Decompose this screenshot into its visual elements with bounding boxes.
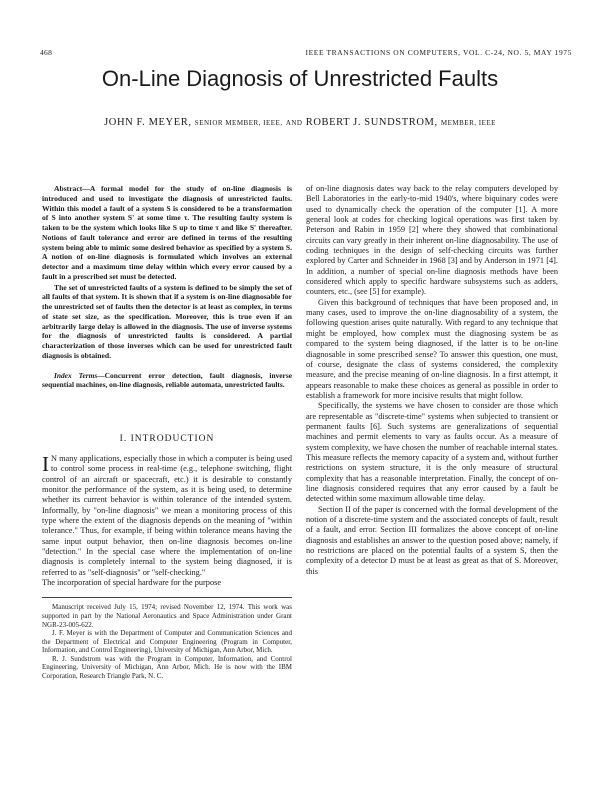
- intro-paragraph-2: The incorporation of special hardware for the purpose: [42, 577, 222, 587]
- abstract: [42, 184, 292, 361]
- author-2-name: ROBERT J. SUNDSTROM,: [305, 117, 438, 128]
- intro-paragraph-1: [42, 451, 293, 578]
- index-terms: [42, 371, 292, 390]
- section-heading: I. INTRODUCTION: [119, 433, 215, 444]
- author-1-name: JOHN F. MEYER,: [104, 117, 192, 128]
- intro-body: [42, 451, 293, 588]
- right-paragraph-2: Given this background of techniques that have been proposed and, in many cases, used to improve the on-line diagnosability of a system, the following question arises quite naturally. With regard to any technique that might be employed, how complex must the diagnosing system be as compared to the system being diagnosed, if the latter is to be on-line diagnosable in some prescribed sense? To answer this question, one must, of course, designate the class of systems considered, the complexity measure, and the precise meaning of on-line diagnosis. In a first attempt, it appears reasonable to make these choices as general as possible in order to establish a framework for more incisive results that might follow.: [306, 297, 558, 400]
- index-terms-text: —Concurrent error detection, fault diagnosis, inverse sequential machines, on-line diagnosis, reliable automata, unrestricted faults.: [42, 370, 292, 389]
- author-1-role: SENIOR MEMBER, IEEE,: [194, 119, 283, 127]
- author-and: AND: [285, 119, 303, 127]
- footnote-author-2: R. J. Sundstrom was with the Program in Computer, Information, and Control Engineering, University of Michigan, Ann Arbor, Mich. He is now with the IBM Corporation, Research Triangle Park, N. C.: [42, 654, 292, 681]
- right-paragraph-3: Specifically, the systems we have chosen to consider are those which are representable as "discrete-time" systems when subjected to transient or permanent faults [6]. Such systems are generalizations of sequential machines and permit elements to vary as faults occur. As a measure of system complexity, we have chosen the number of reachable internal states. This measure reflects the memory capacity of a system and, without further restrictions on system structure, it is the only measure of structural complexity that has a reasonable interpretation. Finally, the concept of on-line diagnosis considered requires that any error caused by a fault be detected within some maximum allowable time delay.: [306, 401, 558, 504]
- journal-info: IEEE TRANSACTIONS ON COMPUTERS, VOL. C-24, NO. 5, MAY 1975: [305, 48, 572, 57]
- author-2-role: MEMBER, IEEE: [440, 119, 496, 127]
- abstract-paragraph-1: Abstract—A formal model for the study of on-line diagnosis is introduced and used to investigate the diagnosis of unrestricted faults. Within this model a fault of a system S is considered to be a transformation of S into another system S' at some time τ. The resulting faulty system is taken to be the system which looks like S up to time τ and like S' thereafter. Notions of fault tolerance and error are defined in terms of the resulting system being able to mimic some desired behavior as specified by a system S. A notion of on-line diagnosis is formulated which involves an external detector and a maximum time delay within which every error caused by a fault in a prescribed set must be detected.: [42, 184, 292, 281]
- right-paragraph-1: of on-line diagnosis dates way back to the relay computers developed by Bell Laboratories in the early-to-mid 1940's, where biquinary codes were used to dynamically check the operation of the computer [1]. A more general look at codes for checking logical operations was first taken by Peterson and Rabin in 1959 [2] where they showed that combinational circuits can vary greatly in their inherent on-line diagnosability. The use of coding techniques in the design of self-checking circuits was further explored by Carter and Schneider in 1968 [3] and by Anderson in 1971 [4]. In addition, a number of special on-line diagnosis methods have been considered which apply to specific hardware subsystems such as adders, counters, etc., (see [5] for example).: [306, 184, 558, 297]
- page-number: 468: [40, 48, 53, 57]
- left-column: [42, 184, 292, 681]
- intro-paragraph-1-text: N many applications, especially those in which a computer is being used to control some process in real-time (e.g., telephone switching, flight control of an aircraft or spacecraft, etc.) it is desirable to constantly monitor the performance of the system, as it is being used, to determine whether its current behavior is within tolerance of the intended system. Informally, by "on-line diagnosis" we mean a monitoring process of this type where the extent of the diagnosis depends on the meaning of "within tolerance." Thus, for example, if being within tolerance means having the same input output behavior, then on-line diagnosis becomes on-line "detection." In the special case where the implementation of on-line diagnosis is completely internal to the system being diagnosed, it is referred to as "self-diagnosis" or "self-checking.": [42, 453, 293, 577]
- index-terms-label: Index Terms: [54, 370, 98, 380]
- right-paragraph-4: Section II of the paper is concerned with the formal development of the notion of a discrete-time system and the associated concepts of fault, result of a fault, and error. Section III formalizes the above concept of on-line diagnosis and establishes an answer to the question posed above; namely, if no restrictions are placed on the potential faults of a system S, then the complexity of a detector D must be at least as great as that of S. Moreover, this: [306, 504, 558, 576]
- footnote-author-1: J. F. Meyer is with the Department of Computer and Communication Sciences and the Department of Electrical and Computer Engineering (Program in Computer, Information, and Control Engineering), University of Michigan, Ann Arbor, Mich.: [42, 629, 292, 655]
- right-column: [306, 184, 558, 577]
- footnotes: [42, 597, 292, 680]
- footnote-manuscript: Manuscript received July 15, 1974; revised November 12, 1974. This work was supported in part by the National Aeronautics and Space Administration under Grant NGR-23-005-622.: [42, 603, 292, 629]
- paper-title: On-Line Diagnosis of Unrestricted Faults: [101, 66, 499, 91]
- abstract-paragraph-2: The set of unrestricted faults of a system is defined to be simply the set of all faults of that system. It is shown that if a system is on-line diagnosable for the unrestricted set of faults then the detector is at least as complex, in terms of state set size, as the specification. Moreover, this is true even if an arbitrarily large delay is allowed in the diagnosis. The use of inverse systems for the diagnosis of unrestricted faults is considered. A partial characterization of those inverses which can be used for unrestricted fault diagnosis is obtained.: [42, 282, 292, 360]
- drop-cap: I: [42, 451, 49, 476]
- author-line: [0, 117, 600, 128]
